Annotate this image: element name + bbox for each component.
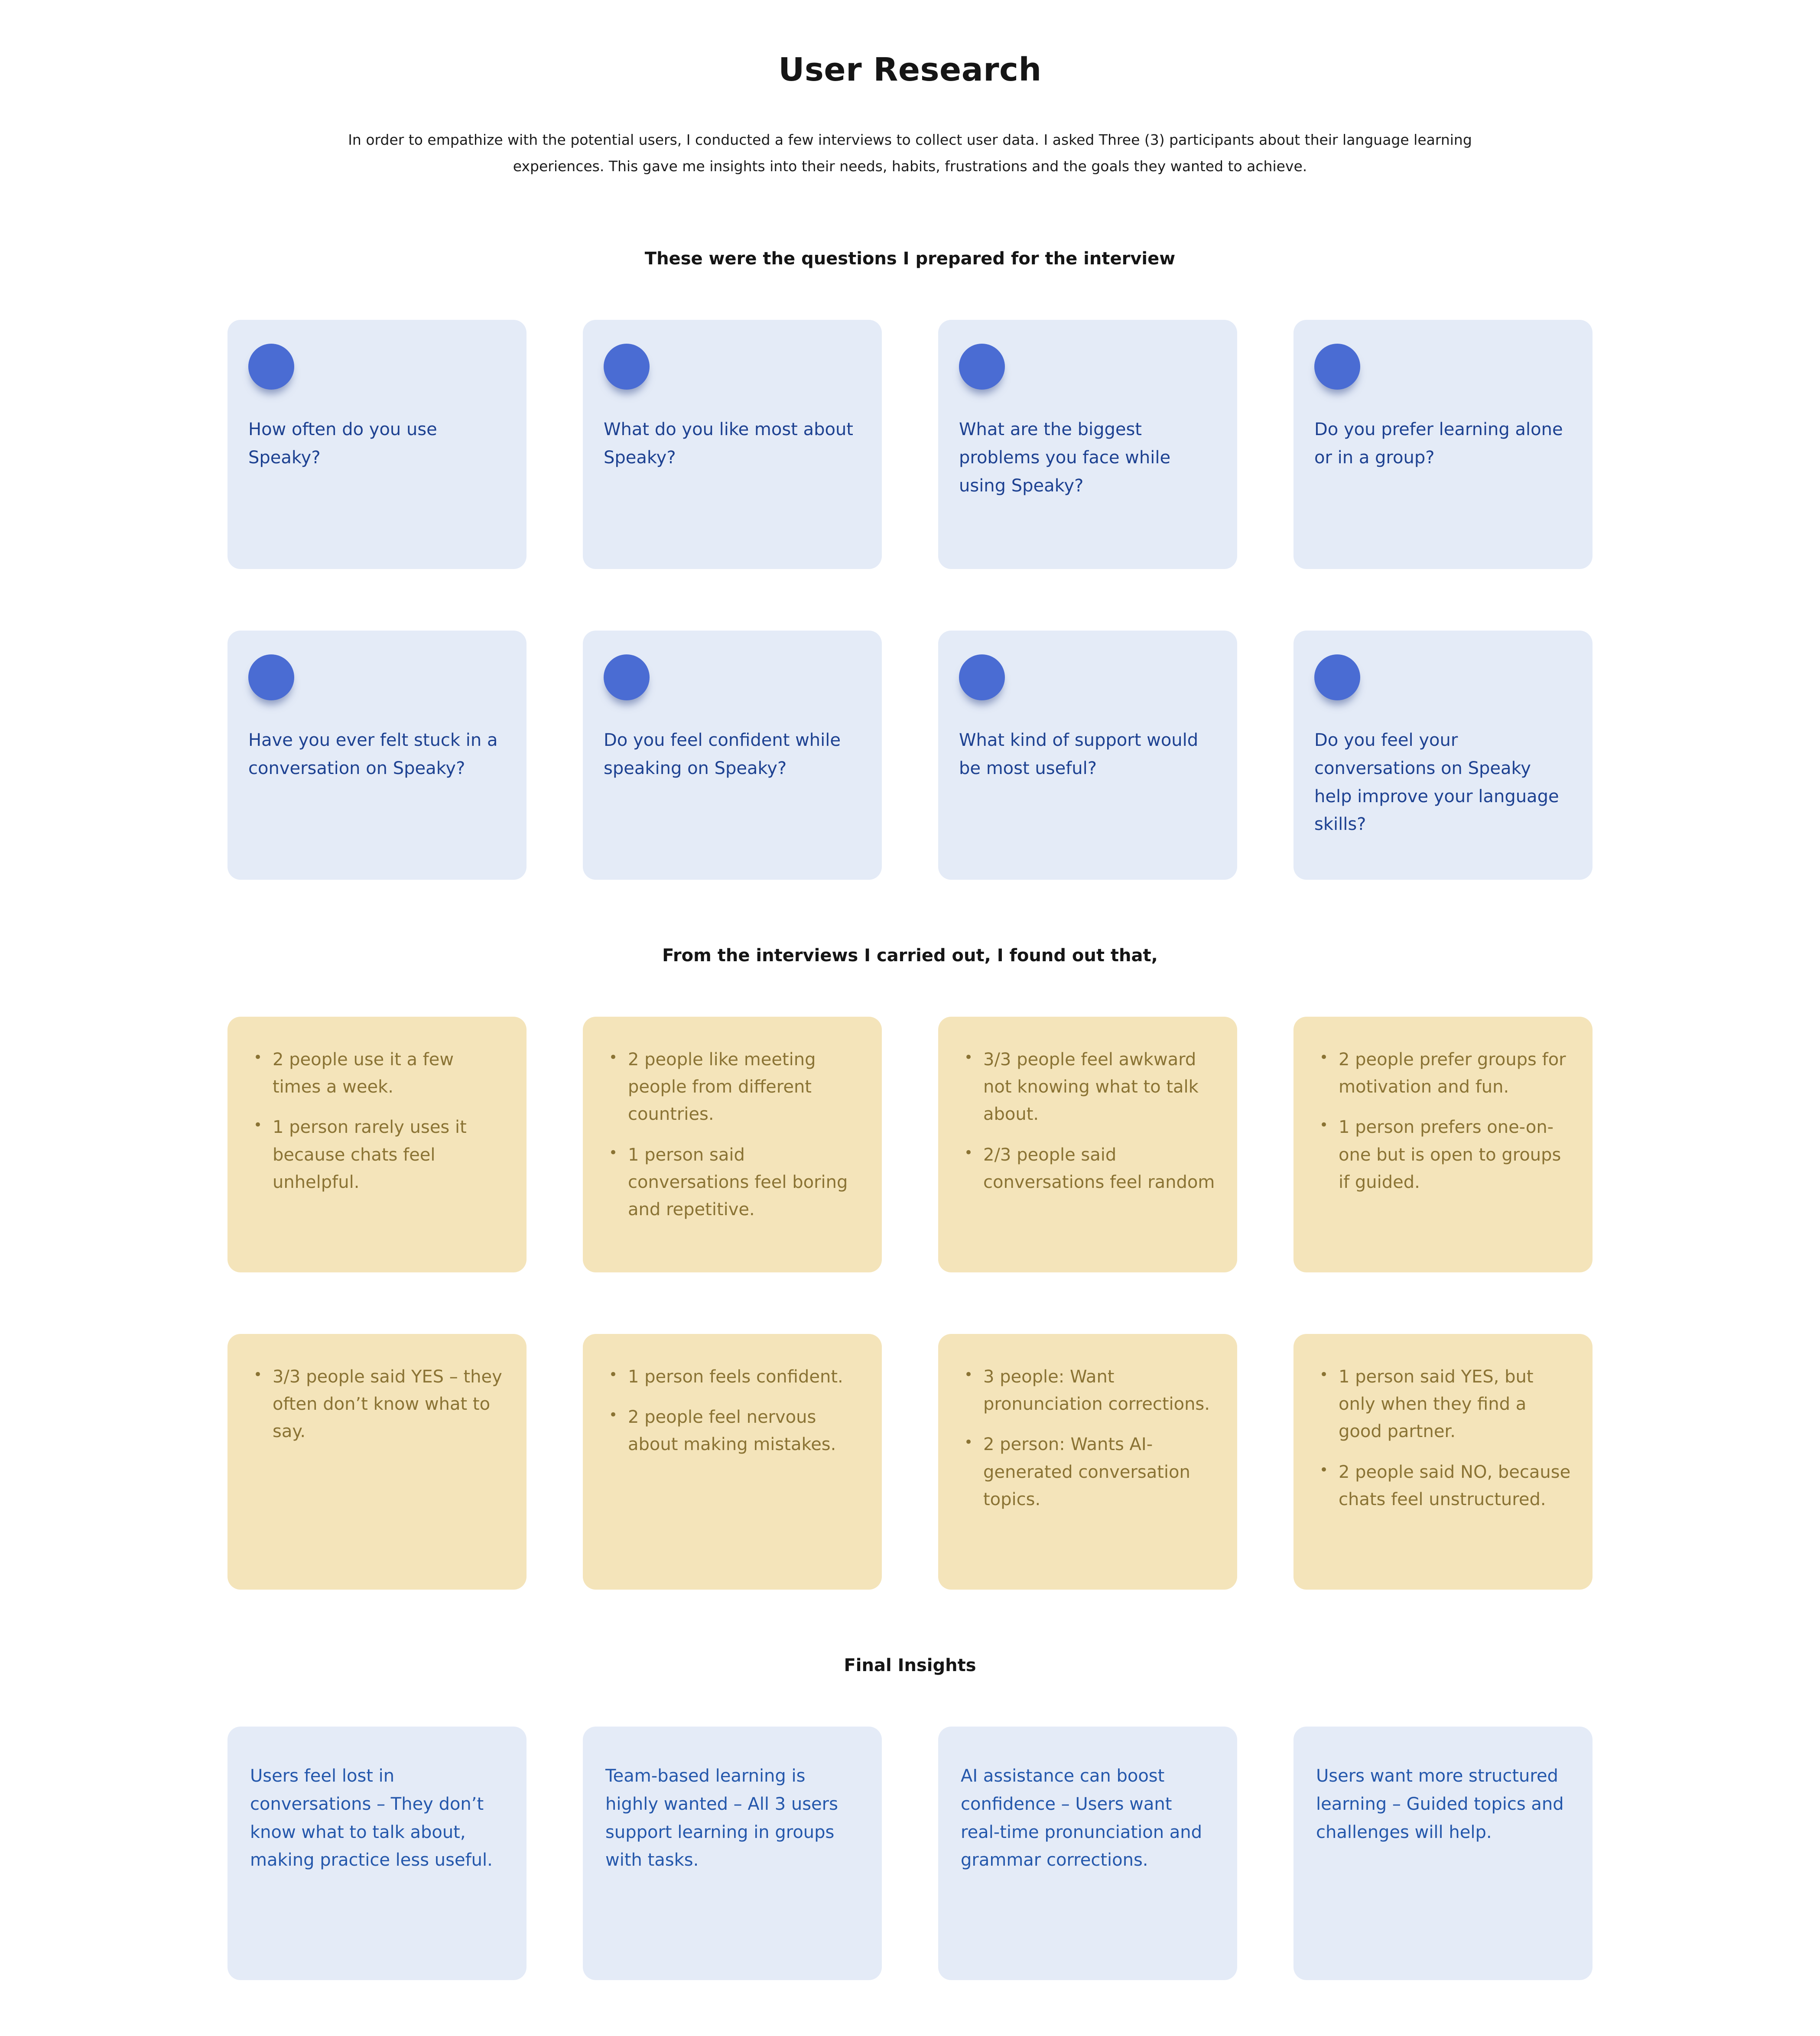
finding-bullet-list [601, 1046, 861, 1223]
findings-heading: From the interviews I carried out, I found out that, [662, 946, 1158, 966]
finding-bullet-list [1312, 1363, 1572, 1513]
insight-text: Users feel lost in conversations – They don’t know what to talk about, making practice less useful. [250, 1766, 493, 1870]
finding-bullet-item: • 1 person prefers one-on-one but is open to groups if guided. [1312, 1114, 1572, 1196]
question-text: What do you like most about Speaky? [604, 420, 853, 468]
finding-bullet-item: • 3/3 people feel awkward not knowing what to talk about. [956, 1046, 1216, 1129]
insight-text: Users want more structured learning – Guided topics and challenges will help. [1316, 1766, 1564, 1842]
finding-bullet-list [601, 1363, 861, 1459]
finding-bullet-item: • 1 person said conversations feel boring and repetitive. [601, 1142, 861, 1224]
insight-text: Team-based learning is highly wanted – All 3 users support learning in groups with tasks. [605, 1766, 838, 1870]
finding-bullet-item: • 2 people feel nervous about making mistakes. [601, 1404, 861, 1458]
insight-card [583, 1727, 882, 1980]
question-card [583, 320, 882, 569]
finding-bullet-item: • 1 person said YES, but only when they find a good partner. [1312, 1363, 1572, 1446]
insight-card [228, 1727, 526, 1980]
finding-card [1294, 1017, 1592, 1272]
questions-grid [228, 320, 1592, 880]
insight-text: AI assistance can boost confidence – Users want real-time pronunciation and grammar corrections. [961, 1766, 1202, 1870]
question-card [1294, 631, 1592, 880]
page-title: User Research [778, 51, 1042, 88]
finding-bullet-list [956, 1363, 1216, 1513]
finding-card [228, 1334, 526, 1590]
question-dot-icon [248, 654, 294, 700]
question-dot-icon [604, 654, 650, 700]
finding-bullet-list [246, 1363, 506, 1446]
finding-bullet-list [246, 1046, 506, 1196]
finding-card [583, 1334, 882, 1590]
finding-bullet-item: • 3 people: Want pronunciation corrections. [956, 1363, 1216, 1418]
question-dot-icon [959, 654, 1005, 700]
question-card [228, 320, 526, 569]
question-card [228, 631, 526, 880]
finding-bullet-item: • 2 people like meeting people from different countries. [601, 1046, 861, 1129]
question-card [938, 631, 1237, 880]
finding-card [938, 1017, 1237, 1272]
question-text: What are the biggest problems you face while using Speaky? [959, 420, 1171, 496]
finding-bullet-item: • 2 people said NO, because chats feel unstructured. [1312, 1459, 1572, 1513]
finding-card [228, 1017, 526, 1272]
findings-grid [228, 1017, 1592, 1590]
finding-bullet-item: • 2 people use it a few times a week. [246, 1046, 506, 1101]
question-card [1294, 320, 1592, 569]
insights-heading: Final Insights [844, 1655, 976, 1676]
question-dot-icon [248, 344, 294, 390]
finding-bullet-list [1312, 1046, 1572, 1196]
question-text: What kind of support would be most useful? [959, 730, 1199, 778]
intro-text: In order to empathize with the potential users, I conducted a few interviews to collect user data. I asked Three (3) participants about their language learning experiences. This gave me insights into their needs, habits, frustrations and the goals they wanted to achieve. [348, 131, 1472, 175]
finding-bullet-item: • 1 person rarely uses it because chats feel unhelpful. [246, 1114, 506, 1196]
question-text: Do you feel confident while speaking on Speaky? [604, 730, 841, 778]
finding-bullet-item: • 1 person feels confident. [601, 1363, 861, 1391]
questions-heading: These were the questions I prepared for the interview [644, 249, 1176, 269]
question-card [583, 631, 882, 880]
question-dot-icon [1314, 654, 1360, 700]
question-card [938, 320, 1237, 569]
finding-card [1294, 1334, 1592, 1590]
finding-bullet-item: • 2 people prefer groups for motivation and fun. [1312, 1046, 1572, 1101]
finding-card [938, 1334, 1237, 1590]
insight-card [938, 1727, 1237, 1980]
finding-bullet-item: • 2/3 people said conversations feel random [956, 1142, 1216, 1196]
insights-grid [228, 1727, 1592, 1980]
finding-card [583, 1017, 882, 1272]
insight-card [1294, 1727, 1592, 1980]
finding-bullet-item: • 3/3 people said YES – they often don’t know what to say. [246, 1363, 506, 1446]
finding-bullet-list [956, 1046, 1216, 1196]
question-dot-icon [1314, 344, 1360, 390]
question-text: Do you feel your conversations on Speaky help improve your language skills? [1314, 730, 1559, 835]
finding-bullet-item: • 2 person: Wants AI-generated conversation topics. [956, 1431, 1216, 1513]
question-dot-icon [959, 344, 1005, 390]
question-dot-icon [604, 344, 650, 390]
question-text: How often do you use Speaky? [248, 420, 437, 468]
question-text: Do you prefer learning alone or in a group? [1314, 420, 1563, 468]
question-text: Have you ever felt stuck in a conversation on Speaky? [248, 730, 498, 778]
